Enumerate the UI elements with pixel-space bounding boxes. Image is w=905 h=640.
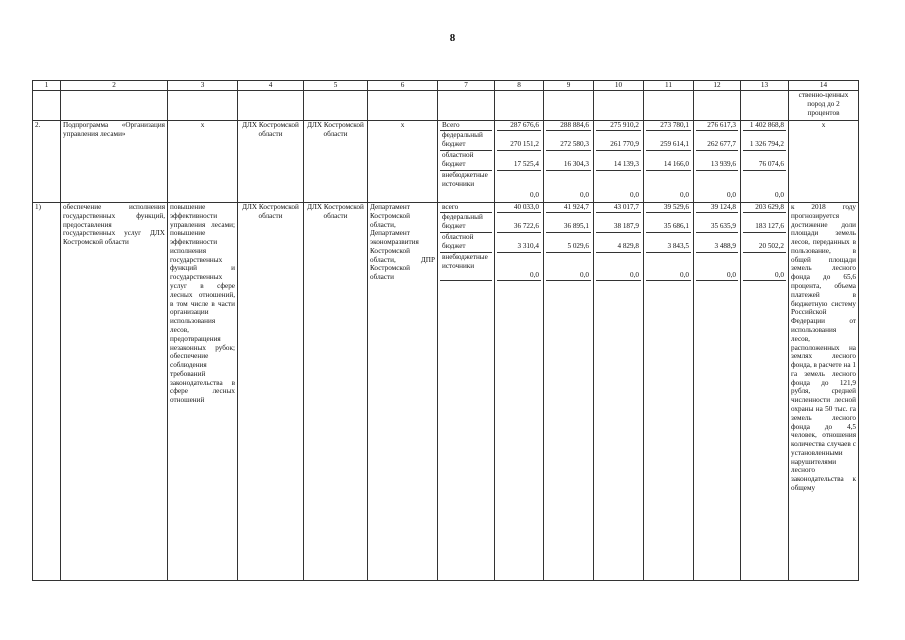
- values-2014: 287 676,6 270 151,2 17 525,4 0,0: [495, 121, 544, 203]
- values-total: 1 402 868,8 1 326 794,2 76 074,6 0,0: [741, 121, 789, 203]
- values-2018: 39 124,8 35 635,9 3 488,9 0,0: [694, 203, 741, 581]
- row-col3: х: [168, 121, 238, 203]
- values-2016: 43 017,7 38 187,9 4 829,8 0,0: [594, 203, 644, 581]
- table-row: [33, 121, 859, 203]
- row-col3: повышение эффективности управления лесами; повышение эффективности исполнения государственных функций и государственных услуг в сфере лесных отношений, в том числе в части организации использования лесов, предотвращения незаконных рубок; обеспечение соблюдения требований законодательства в сфере лесных отношений: [168, 203, 238, 581]
- values-2014: 40 033,0 36 722,6 3 310,4 0,0: [495, 203, 544, 581]
- header-cell: 11: [644, 81, 694, 91]
- table-row: [33, 203, 859, 581]
- row-executor: ДЛХ Костромской области: [238, 121, 304, 203]
- row-coexecutor: ДЛХ Костромской области: [304, 203, 368, 581]
- values-2016: 275 910,2 261 770,9 14 139,3 0,0: [594, 121, 644, 203]
- row-result: к 2018 году прогнозируется достижение доли площади земель лесов, переданных в пользование, в общей площади земель лесного фонда до 65,6 процента, объема платежей в бюджетную систему Российской Федерации от использования лесов, расположенных на землях лесного фонда, в расчете на 1 га земель лесного фонда до 121,9 рубля, средней численности лесной охраны на 50 тыс. га земель лесного фонда до 4,5 человек, отношения количества случаев с установленными нарушителями лесного законодательства к общему: [789, 203, 859, 581]
- header-cell: 13: [741, 81, 789, 91]
- values-2015: 288 884,6 272 580,3 16 304,3 0,0: [544, 121, 594, 203]
- values-total: 203 629,8 183 127,6 20 502,2 0,0: [741, 203, 789, 581]
- header-cell: 3: [168, 81, 238, 91]
- continuation-note: ственно-ценных пород до 2 процентов: [789, 91, 859, 121]
- continuation-row: [33, 91, 859, 121]
- header-cell: 7: [438, 81, 495, 91]
- header-cell: 14: [789, 81, 859, 91]
- header-row: [33, 81, 859, 91]
- row-coexecutor: ДЛХ Костромской области: [304, 121, 368, 203]
- header-cell: 1: [33, 81, 61, 91]
- values-2017: 39 529,6 35 686,1 3 843,5 0,0: [644, 203, 694, 581]
- header-cell: 4: [238, 81, 304, 91]
- row-number: 2.: [33, 121, 61, 203]
- source-labels: всего федеральный бюджет областной бюджет внебюджетные источники: [438, 203, 495, 581]
- row-result: х: [789, 121, 859, 203]
- row-participants: х: [368, 121, 438, 203]
- header-cell: 5: [304, 81, 368, 91]
- page-number: 8: [449, 32, 456, 44]
- header-cell: 8: [495, 81, 544, 91]
- row-title: обеспечение исполнения государственных функций, предоставления государственных услуг ДЛХ Костромской области: [61, 203, 168, 581]
- header-cell: 9: [544, 81, 594, 91]
- source-labels: Всего федеральный бюджет областной бюджет внебюджетные источники: [438, 121, 495, 203]
- budget-table: [32, 80, 859, 581]
- row-number: 1): [33, 203, 61, 581]
- row-executor: ДЛХ Костромской области: [238, 203, 304, 581]
- header-cell: 10: [594, 81, 644, 91]
- header-cell: 6: [368, 81, 438, 91]
- values-2018: 276 617,3 262 677,7 13 939,6 0,0: [694, 121, 741, 203]
- row-participants: Департамент Костромской области, Департамент экономразвития Костромской области, ДПР Костромской области: [368, 203, 438, 581]
- values-2015: 41 924,7 36 895,1 5 029,6 0,0: [544, 203, 594, 581]
- header-cell: 2: [61, 81, 168, 91]
- row-title: Подпрограмма «Организация управления лесами»: [61, 121, 168, 203]
- header-cell: 12: [694, 81, 741, 91]
- values-2017: 273 780,1 259 614,1 14 166,0 0,0: [644, 121, 694, 203]
